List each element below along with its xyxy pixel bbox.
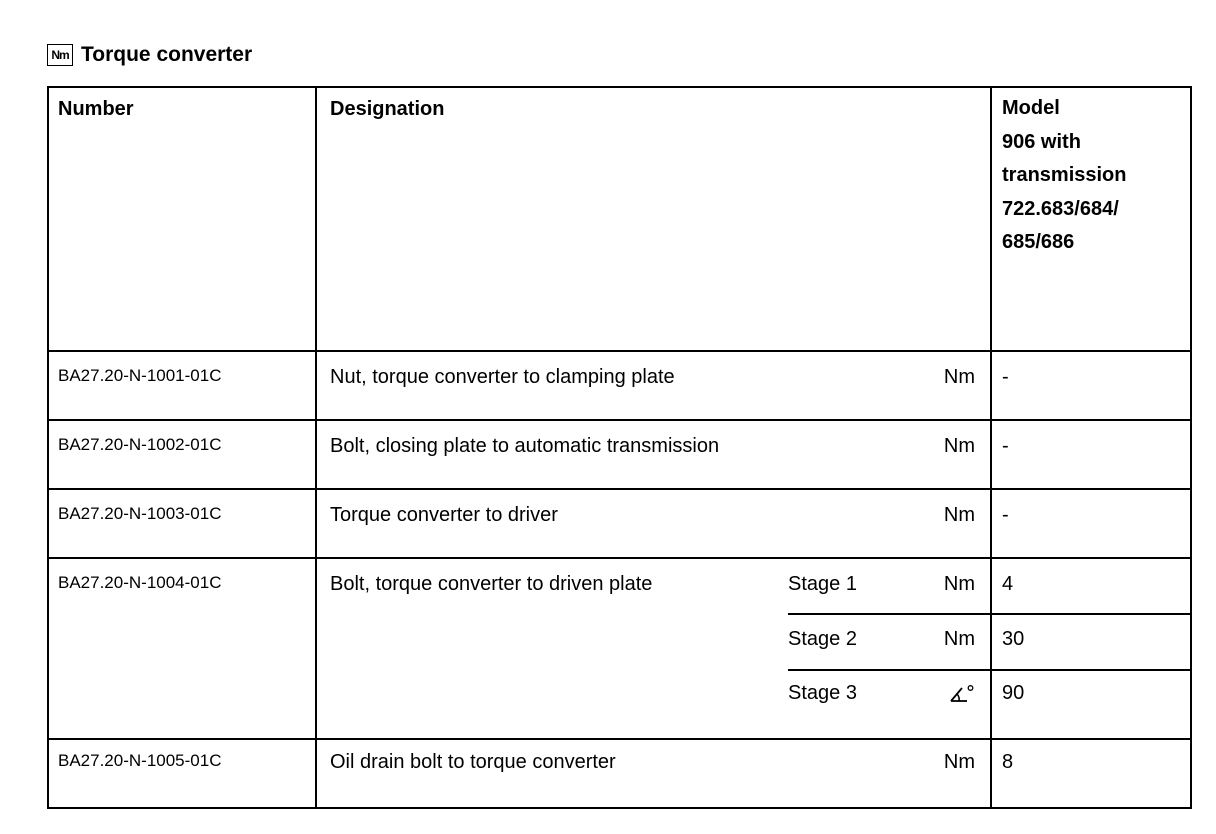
table-border-top xyxy=(47,86,1192,88)
row-number: BA27.20-N-1003-01C xyxy=(58,504,222,523)
row-unit: Nm xyxy=(943,751,975,773)
row-unit: Nm xyxy=(943,504,975,526)
table-border-right xyxy=(1190,86,1192,808)
row-value: - xyxy=(1002,504,1009,526)
stage-label: Stage 1 xyxy=(788,573,857,595)
row-divider xyxy=(47,738,1192,740)
header-model-line: Model xyxy=(1002,97,1060,119)
header-model-line: 685/686 xyxy=(1002,231,1075,253)
torque-table xyxy=(47,86,1192,808)
row-divider xyxy=(47,557,1192,559)
table-border-left xyxy=(47,86,49,808)
column-divider xyxy=(990,86,992,808)
row-designation: Oil drain bolt to torque converter xyxy=(330,751,616,773)
row-value: - xyxy=(1002,435,1009,457)
torque-nm-icon: Nm xyxy=(47,44,73,66)
stage-value: 4 xyxy=(1002,573,1014,595)
angle-icon xyxy=(948,683,976,705)
header-model-line: 906 with xyxy=(1002,130,1081,153)
row-number: BA27.20-N-1001-01C xyxy=(58,366,222,385)
stage-unit: Nm xyxy=(943,628,975,650)
header-model-line: 722.683/684/ xyxy=(1002,197,1119,220)
row-value: 8 xyxy=(1002,751,1014,773)
row-value: - xyxy=(1002,366,1009,388)
header-designation: Designation xyxy=(330,98,445,120)
row-number: BA27.20-N-1004-01C xyxy=(58,573,222,592)
row-divider xyxy=(47,488,1192,490)
row-designation: Bolt, closing plate to automatic transmission xyxy=(330,435,720,457)
header-model xyxy=(1002,92,1126,260)
stage-unit: Nm xyxy=(943,573,975,595)
stage-label: Stage 3 xyxy=(788,682,857,704)
row-unit: Nm xyxy=(943,435,975,457)
stage-value: 30 xyxy=(1002,628,1025,650)
row-divider xyxy=(47,419,1192,421)
header-model-line: transmission xyxy=(1002,164,1127,186)
header-number: Number xyxy=(58,98,134,120)
column-divider xyxy=(315,86,317,808)
header-divider xyxy=(47,350,1192,352)
table-border-bottom xyxy=(47,807,1192,809)
row-number: BA27.20-N-1005-01C xyxy=(58,751,222,770)
row-unit: Nm xyxy=(943,366,975,388)
stage-value: 90 xyxy=(1002,682,1025,704)
row-designation: Nut, torque converter to clamping plate xyxy=(330,366,675,388)
row-designation: Torque converter to driver xyxy=(330,504,558,526)
row-designation: Bolt, torque converter to driven plate xyxy=(330,573,653,595)
stage-label: Stage 2 xyxy=(788,628,857,650)
section-title xyxy=(47,40,252,70)
title-text: Torque converter xyxy=(81,43,253,66)
row-number: BA27.20-N-1002-01C xyxy=(58,435,222,454)
